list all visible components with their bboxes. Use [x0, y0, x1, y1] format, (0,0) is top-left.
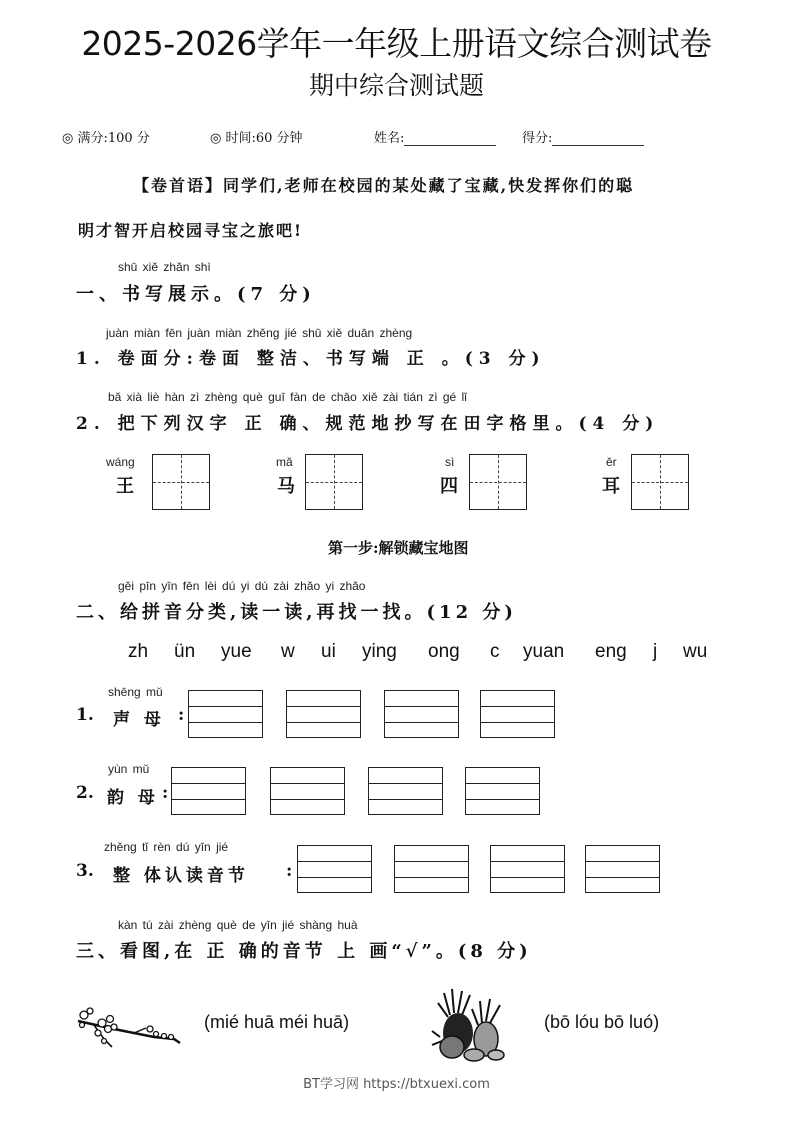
- exam-time: ◎ 时间:60 分钟: [210, 131, 303, 146]
- shengmu-box-1[interactable]: [188, 690, 263, 738]
- syllable: ying: [362, 641, 397, 662]
- char-1: 王: [116, 476, 134, 497]
- syllable: zh: [128, 641, 149, 662]
- zhengti-box-2[interactable]: [394, 845, 469, 893]
- tianzige-box-4[interactable]: [631, 454, 689, 510]
- section2-pinyin: gěi pīn yīn fēn lèi dú yi dú zài zhǎo yi zhǎo: [118, 579, 366, 593]
- group2-label: 韵 母: [107, 788, 159, 808]
- group2-colon: :: [162, 783, 175, 803]
- step1-label: 第一步:解锁藏宝地图: [328, 539, 469, 557]
- tianzige-box-1[interactable]: [152, 454, 210, 510]
- char-pinyin-3: sì: [445, 455, 455, 469]
- yunmu-box-2[interactable]: [270, 767, 345, 815]
- shengmu-box-4[interactable]: [480, 690, 555, 738]
- group1-label: 声 母: [113, 710, 165, 730]
- q2-pinyin: bǎ xià liè hàn zì zhèng què guī fàn de chāo xiě zài tián zì gé lǐ: [108, 390, 467, 404]
- document-subtitle: 期中综合测试题: [308, 71, 484, 100]
- section1-heading: 一、书写展示。(7 分): [76, 284, 316, 305]
- full-score: ◎ 满分:100 分: [62, 131, 150, 146]
- zhengti-box-4[interactable]: [585, 845, 660, 893]
- tianzige-box-3[interactable]: [469, 454, 527, 510]
- char-2: 马: [277, 476, 295, 497]
- section1-pinyin: shū xiě zhǎn shì: [118, 260, 211, 274]
- char-pinyin-2: mǎ: [276, 455, 293, 469]
- intro-line-1: 【卷首语】同学们,老师在校园的某处藏了宝藏,快发挥你们的聪: [133, 176, 635, 195]
- group3-pinyin: zhěng tǐ rèn dú yīn jié: [104, 840, 229, 854]
- syllable: j: [653, 641, 658, 662]
- tianzige-box-2[interactable]: [305, 454, 363, 510]
- syllable: ui: [321, 641, 336, 662]
- plum-options[interactable]: (mié huā méi huā): [204, 1012, 350, 1032]
- name-field[interactable]: [374, 127, 496, 146]
- name-label: 姓名:: [374, 131, 405, 146]
- score-blank[interactable]: [552, 131, 644, 146]
- score-field[interactable]: [522, 127, 644, 146]
- char-pinyin-4: ěr: [606, 455, 617, 469]
- watermark[interactable]: BT学习网 https://btxuexi.com: [303, 1077, 490, 1092]
- zhengti-box-3[interactable]: [490, 845, 565, 893]
- char-4: 耳: [602, 476, 620, 497]
- syllable: c: [490, 641, 500, 662]
- syllable: wu: [683, 641, 708, 662]
- group3-colon: :: [286, 861, 299, 881]
- pinyin-syllable-list: [0, 641, 793, 665]
- section3-heading: 三、看图,在 正 确的音节 上 画“√”。(8 分): [76, 941, 532, 962]
- zhengti-box-1[interactable]: [297, 845, 372, 893]
- yunmu-box-3[interactable]: [368, 767, 443, 815]
- pineapple-icon: [430, 985, 512, 1065]
- group2-pinyin: yùn mǔ: [108, 762, 150, 776]
- syllable: ong: [428, 641, 460, 662]
- q1-text: 1. 卷面分:卷面 整洁、书写端 正 。(3 分): [76, 349, 546, 369]
- section3-pinyin: kàn tú zài zhèng què de yīn jié shàng huà: [118, 918, 358, 932]
- group3-label: 整 体认读音节: [113, 866, 249, 886]
- document-title: 2025-2026学年一年级上册语文综合测试卷: [81, 24, 712, 63]
- syllable: yue: [221, 641, 252, 662]
- q1-pinyin: juàn miàn fēn juàn miàn zhěng jié shū xiě duān zhèng: [106, 326, 413, 340]
- yunmu-box-4[interactable]: [465, 767, 540, 815]
- shengmu-box-2[interactable]: [286, 690, 361, 738]
- score-label: 得分:: [522, 131, 553, 146]
- shengmu-box-3[interactable]: [384, 690, 459, 738]
- group2-number: 2.: [76, 783, 94, 803]
- char-pinyin-1: wáng: [106, 455, 135, 469]
- syllable: eng: [595, 641, 627, 662]
- syllable: w: [281, 641, 295, 662]
- section2-heading: 二、给拼音分类,读一读,再找一找。(12 分): [76, 602, 517, 623]
- yunmu-box-1[interactable]: [171, 767, 246, 815]
- group1-colon: :: [178, 705, 191, 725]
- group3-number: 3.: [76, 861, 94, 881]
- q2-text: 2. 把下列汉字 正 确、规范地抄写在田字格里。(4 分): [76, 414, 660, 434]
- syllable: yuan: [523, 641, 565, 662]
- name-blank[interactable]: [404, 131, 496, 146]
- pineapple-options[interactable]: (bō lóu bō luó): [544, 1012, 660, 1032]
- plum-blossom-image: [74, 1003, 184, 1048]
- pineapple-image: [430, 985, 512, 1065]
- syllable: ün: [174, 641, 196, 662]
- intro-line-2: 明才智开启校园寻宝之旅吧!: [78, 221, 304, 240]
- group1-pinyin: shēng mǔ: [108, 685, 163, 699]
- plum-blossom-icon: [74, 1003, 184, 1048]
- group1-number: 1.: [76, 705, 94, 725]
- char-3: 四: [440, 476, 458, 497]
